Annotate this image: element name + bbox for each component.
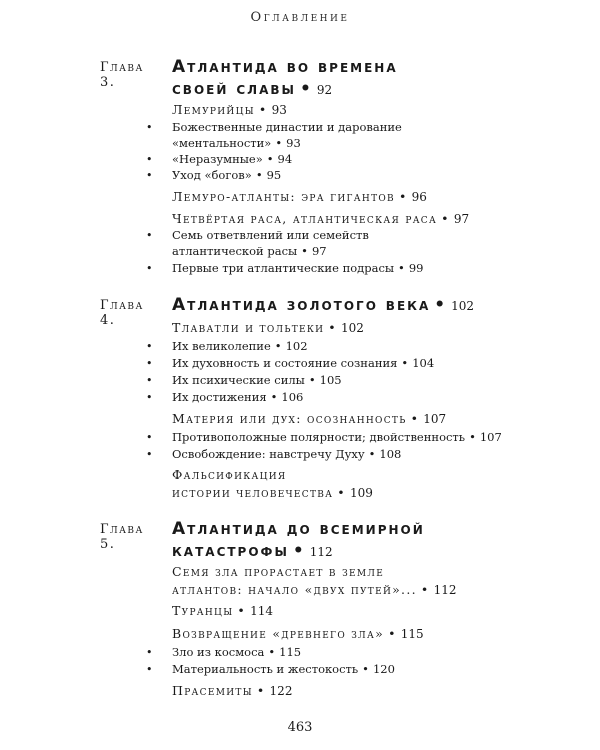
page-number: 102 [451,299,475,313]
item-line: «ментальности» [172,136,272,150]
item-line: Божественные династии и дарование [172,120,402,134]
bullet: • [146,229,153,242]
running-head: Оглавление [250,10,350,25]
item-line: Освобождение: навстречу Духу [172,447,365,461]
page-number: 105 [319,373,342,387]
page-number: 115 [279,645,302,659]
bullet: • [146,646,153,659]
section-label: Фальсификация [172,467,287,482]
bullet: • [146,448,153,461]
page-number: 115 [400,627,424,641]
bullet: • [146,169,153,182]
section-label: Тлаватли и тольтеки [172,320,325,335]
subsection-item: Семь ответвлений или семейств атлантической расы • 97 [172,228,369,258]
bullet: • [146,391,153,404]
item-line: Их духовность и состояние сознания [172,356,398,370]
item-line: Первые три атлантические подрасы [172,261,395,275]
chapter-title: Атлантида до всемирной катастрофы • 112 [172,519,425,561]
section-title: Возвращение «древнего зла» • 115 [172,626,424,641]
page-number: 120 [372,662,395,676]
subsection-item: Уход «богов» • 95 [172,168,282,182]
bullet: • [146,153,153,166]
chapter-label: Глава 4. [100,298,144,328]
page-number: 122 [269,684,293,698]
chapter-title-line: Атлантида золотого века [172,295,431,315]
bullet: • [146,374,153,387]
page-number: 112 [433,583,457,597]
section-label: истории человечества [172,485,334,500]
page-number: 107 [423,412,447,426]
chapter-title-line: Атлантида до всемирной [172,519,425,539]
page-number: 92 [316,83,333,97]
chapter-title: Атлантида во времена своей славы • 92 [172,57,398,99]
section-label: Прасемиты [172,683,253,698]
subsection-item: Освобождение: навстречу Духу • 108 [172,447,402,461]
section-label: Возвращение «древнего зла» [172,626,385,641]
page-number: 99 [408,261,424,275]
section-title: Четвёртая раса, атлантическая раса • 97 [172,211,470,226]
chapter-title-line: своей славы [172,79,296,99]
section-title: Прасемиты • 122 [172,683,293,698]
chapter-title-line: катастрофы [172,541,289,561]
subsection-item: Их великолепие • 102 [172,339,308,353]
page-number: 97 [453,212,470,226]
section-label: Лемурийцы [172,102,255,117]
subsection-item: Материальность и жестокость • 120 [172,662,395,676]
page-number: 114 [250,604,273,618]
bullet: • [146,121,153,134]
section-label: Семя зла прорастает в земле [172,564,385,579]
chapter-title-line: Атлантида во времена [172,57,398,77]
section-title: Лемуро-атланты: эра гигантов • 96 [172,189,427,204]
page-folio: 463 [287,720,313,735]
bullet: • [146,340,153,353]
page-number: 104 [412,356,435,370]
bullet: • [146,663,153,676]
bullet: • [146,262,153,275]
section-label: Лемуро-атланты: эра гигантов [172,189,395,204]
bullet: • [146,357,153,370]
chapter-label: Глава 3. [100,60,144,90]
item-line: Семь ответвлений или семейств [172,228,369,242]
subsection-item: Их духовность и состояние сознания • 104 [172,356,435,370]
item-line: Противоположные полярности; двойственность [172,430,466,444]
item-line: Их психические силы [172,373,305,387]
subsection-item: Противоположные полярности; двойственность • 107 [172,430,502,444]
subsection-item: Их достижения • 106 [172,390,304,404]
section-label: атлантов: начало «двух путей»... [172,582,417,597]
item-line: «Неразумные» [172,152,263,166]
section-title: Туранцы • 114 [172,603,273,618]
chapter-title: Атлантида золотого века • 102 [172,295,475,315]
subsection-item: Их психические силы • 105 [172,373,342,387]
subsection-item: Зло из космоса • 115 [172,645,302,659]
section-label: Четвёртая раса, атлантическая раса [172,211,438,226]
page-number: 108 [379,447,402,461]
item-line: Их достижения [172,390,267,404]
page-number: 107 [479,430,502,444]
page-number: 94 [277,152,293,166]
page-number: 95 [266,168,282,182]
section-title: Фальсификация истории человечества • 109 [172,467,373,500]
chapter-label: Глава 5. [100,522,144,552]
item-line: Уход «богов» [172,168,252,182]
page-number: 96 [411,190,427,204]
item-line: Зло из космоса [172,645,265,659]
item-line: Материальность и жестокость [172,662,359,676]
item-line: Их великолепие [172,339,271,353]
section-title: Материя или дух: осознанность • 107 [172,411,447,426]
subsection-item: «Неразумные» • 94 [172,152,293,166]
page-number: 93 [271,103,287,117]
bullet: • [146,431,153,444]
page-number: 102 [285,339,308,353]
page-number: 109 [349,486,373,500]
page-number: 93 [286,136,301,150]
section-title: Лемурийцы • 93 [172,102,287,117]
item-line: атлантической расы [172,244,298,258]
section-label: Туранцы [172,603,234,618]
page-number: 102 [340,321,364,335]
section-title: Семя зла прорастает в земле атлантов: начало «двух путей»... • 112 [172,564,457,597]
page-number: 97 [311,244,327,258]
subsection-item: Божественные династии и дарование «ментальности» • 93 [172,120,402,150]
page-number: 106 [281,390,304,404]
section-label: Материя или дух: осознанность [172,411,407,426]
section-title: Тлаватли и тольтеки • 102 [172,320,364,335]
subsection-item: Первые три атлантические подрасы • 99 [172,261,424,275]
page-number: 112 [309,545,333,559]
